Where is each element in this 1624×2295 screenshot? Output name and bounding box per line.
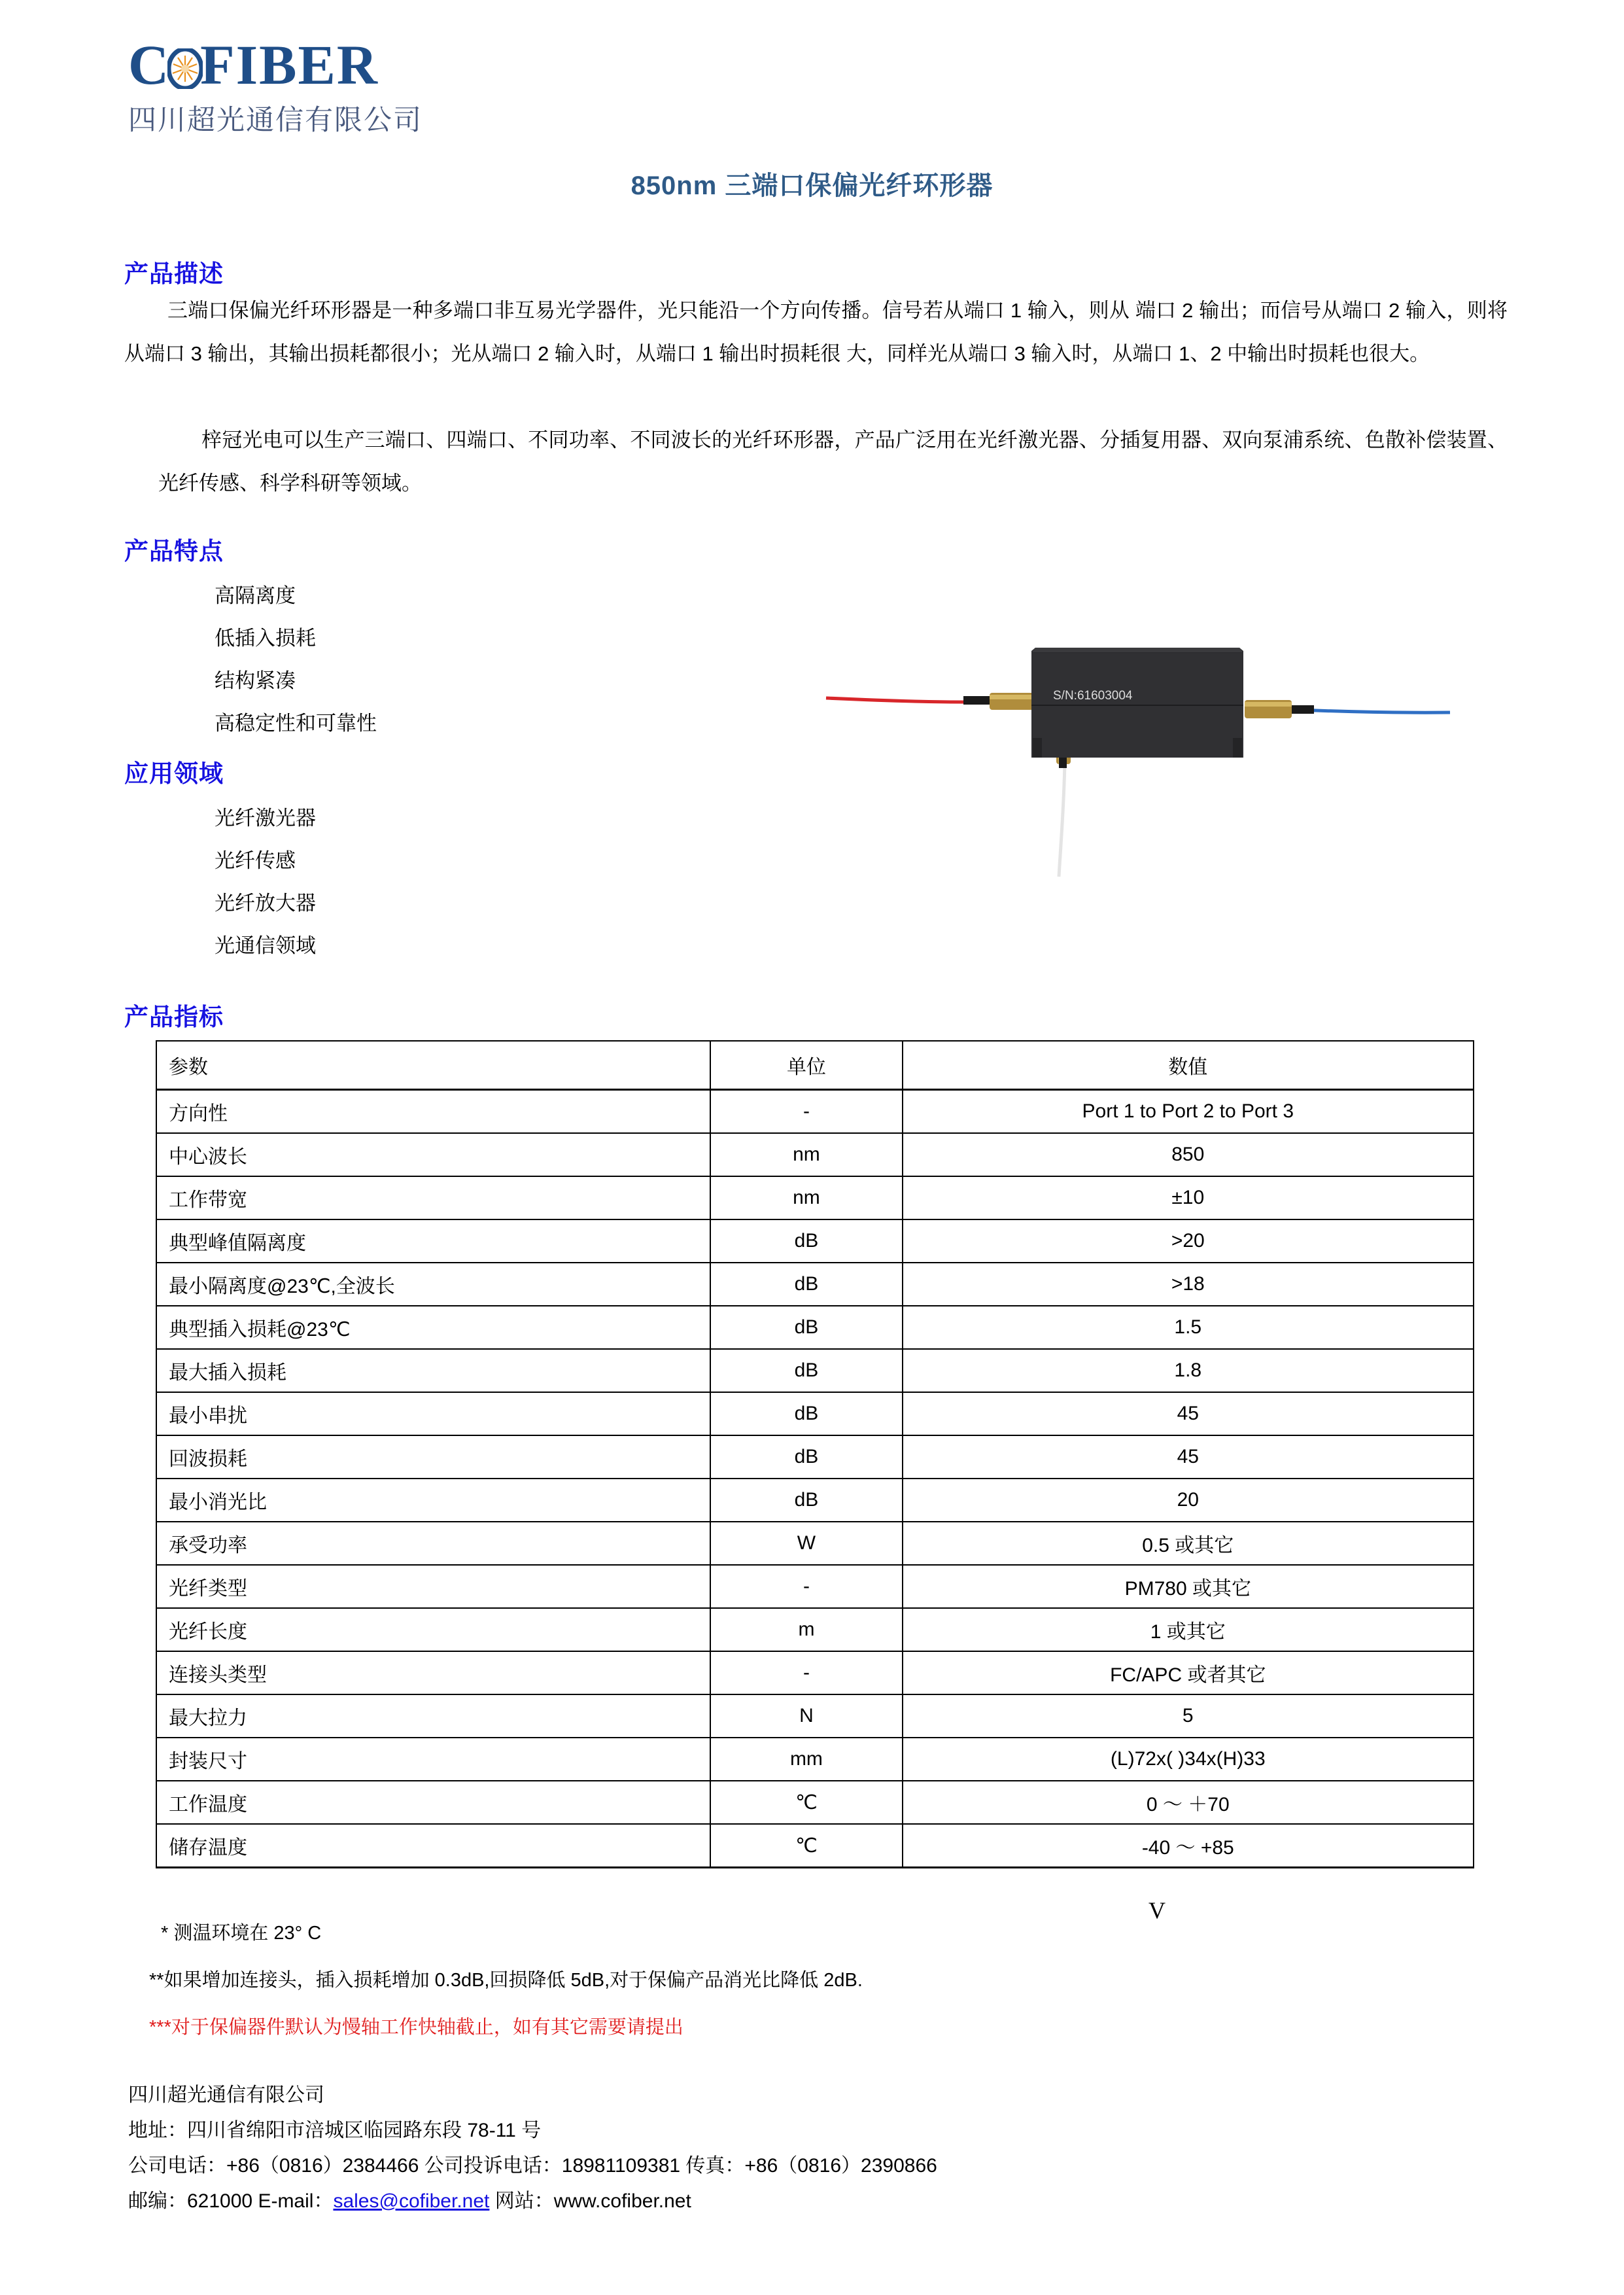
footer-contact-block: [128, 2080, 937, 2222]
product-photo: [821, 597, 1475, 878]
serial-number-label: S/N:61603004: [1053, 689, 1133, 703]
cell-value: >18: [903, 1263, 1474, 1306]
table-row: [156, 1349, 1474, 1392]
cell-value: FC/APC 或者其它: [903, 1651, 1474, 1694]
cell-parameter: 典型插入损耗@23℃: [156, 1306, 710, 1349]
cell-unit: dB: [710, 1479, 902, 1522]
table-row: [156, 1263, 1474, 1306]
cell-parameter: 最大插入损耗: [156, 1349, 710, 1392]
company-logo: [128, 33, 494, 148]
footer-address: 地址：四川省绵阳市涪城区临园路东段 78-11 号: [128, 2120, 542, 2141]
cell-unit: W: [710, 1522, 902, 1565]
cell-unit: mm: [710, 1738, 902, 1781]
table-row: [156, 1694, 1474, 1738]
table-row: [156, 1090, 1474, 1134]
cell-value: 45: [903, 1392, 1474, 1435]
cell-value: 850: [903, 1133, 1474, 1176]
table-row: [156, 1219, 1474, 1263]
logo-letters-fiber: FIBER: [200, 33, 379, 96]
description-paragraph-1: 三端口保偏光纤环形器是一种多端口非互易光学器件，光只能沿一个方向传播。信号若从端口 1 输入，则从 端口 2 输出；而信号从端口 2 输入，则将从端口 3 输出，其输出损耗都很小；光从端口 2 输入时，从端口 1 输出时损耗很 大，同样光从端口 3 输入时，从端口 1、2 中输出时损耗也很大。: [124, 299, 1508, 365]
footnote-pm-axis: ***对于保偏器件默认为慢轴工作快轴截止，如有其它需要请提出: [149, 2017, 683, 2038]
cell-value: 45: [903, 1435, 1474, 1479]
cell-value: >20: [903, 1219, 1474, 1263]
cell-parameter: 最小消光比: [156, 1479, 710, 1522]
table-row: [156, 1435, 1474, 1479]
section-heading-specifications: 产品指标: [124, 1004, 224, 1030]
footnote-connector-loss: **如果增加连接头，插入损耗增加 0.3dB,回损降低 5dB,对于保偏产品消光比降低 2dB.: [149, 1970, 863, 1991]
cell-unit: dB: [710, 1392, 902, 1435]
footer-company-name: 四川超光通信有限公司: [128, 2084, 324, 2106]
list-item: 结构紧凑: [215, 669, 296, 692]
table-row: [156, 1479, 1474, 1522]
email-link[interactable]: sales@cofiber.net: [333, 2190, 490, 2212]
table-row: [156, 1522, 1474, 1565]
cell-parameter: 典型峰值隔离度: [156, 1219, 710, 1263]
section-heading-features: 产品特点: [124, 538, 224, 565]
page-title: 850nm 三端口保偏光纤环形器: [631, 171, 993, 200]
list-item: 高稳定性和可靠性: [215, 712, 377, 735]
cell-parameter: 方向性: [156, 1090, 710, 1134]
cell-parameter: 连接头类型: [156, 1651, 710, 1694]
description-paragraph-2: 梓冠光电可以生产三端口、四端口、不同功率、不同波长的光纤环形器，产品广泛用在光纤激光器、分插复用器、双向泵浦系统、色散补偿装置、光纤传感、科学科研等领域。: [158, 429, 1508, 495]
table-row: [156, 1392, 1474, 1435]
footer-website: www.cofiber.net: [553, 2190, 691, 2212]
table-row: [156, 1781, 1474, 1824]
cell-unit: N: [710, 1694, 902, 1738]
table-row: [156, 1651, 1474, 1694]
cell-value: 0 ～ ＋70: [903, 1781, 1474, 1824]
cell-unit: ℃: [710, 1781, 902, 1824]
specifications-table: [156, 1040, 1474, 1868]
section-heading-description: 产品描述: [124, 260, 224, 287]
cell-value: 5: [903, 1694, 1474, 1738]
cell-unit: dB: [710, 1349, 902, 1392]
table-header-row: [156, 1041, 1474, 1090]
cell-parameter: 最小隔离度@23℃,全波长: [156, 1263, 710, 1306]
list-item: 低插入损耗: [215, 627, 316, 650]
cell-value: PM780 或其它: [903, 1565, 1474, 1608]
cell-parameter: 储存温度: [156, 1824, 710, 1868]
table-row: [156, 1824, 1474, 1868]
logo-company-name-cn: 四川超光通信有限公司: [128, 105, 423, 136]
footer-email-line: [128, 2186, 937, 2216]
table-body: [156, 1090, 1474, 1868]
cell-parameter: 工作带宽: [156, 1176, 710, 1219]
logo-wordmark: [128, 33, 379, 96]
cell-value: 1.8: [903, 1349, 1474, 1392]
cell-parameter: 最大拉力: [156, 1694, 710, 1738]
cell-unit: dB: [710, 1219, 902, 1263]
footnote-measurement-temp: * 测温环境在 23° C: [161, 1923, 322, 1944]
cell-parameter: 中心波长: [156, 1133, 710, 1176]
footer-website-prefix: 网站：: [489, 2190, 554, 2212]
cell-parameter: 最小串扰: [156, 1392, 710, 1435]
cell-parameter: 承受功率: [156, 1522, 710, 1565]
cell-value: 1 或其它: [903, 1608, 1474, 1651]
cell-unit: -: [710, 1090, 902, 1134]
cell-unit: nm: [710, 1176, 902, 1219]
table-row: [156, 1608, 1474, 1651]
table-row: [156, 1565, 1474, 1608]
footer-phones: 公司电话：+86（0816）2384466 公司投诉电话：18981109381 传真：+86（0816）2390866: [128, 2155, 937, 2177]
sunburst-icon: [167, 42, 203, 82]
cell-parameter: 光纤类型: [156, 1565, 710, 1608]
list-item: 高隔离度: [215, 584, 296, 607]
cell-parameter: 工作温度: [156, 1781, 710, 1824]
cell-unit: dB: [710, 1263, 902, 1306]
cell-parameter: 封装尺寸: [156, 1738, 710, 1781]
footer-postcode-prefix: 邮编：621000 E-mail：: [128, 2190, 334, 2212]
list-item: 光通信领域: [215, 934, 316, 957]
cell-value: -40 ～ +85: [903, 1824, 1474, 1868]
applications-list: [215, 797, 316, 967]
logo-letter-c: C: [128, 33, 171, 96]
cell-value: 1.5: [903, 1306, 1474, 1349]
cell-value: 20: [903, 1479, 1474, 1522]
column-header-value: 数值: [903, 1041, 1474, 1090]
cell-value: Port 1 to Port 2 to Port 3: [903, 1090, 1474, 1134]
table-row: [156, 1306, 1474, 1349]
cell-value: (L)72x( )34x(H)33: [903, 1738, 1474, 1781]
cell-unit: dB: [710, 1435, 902, 1479]
cell-parameter: 回波损耗: [156, 1435, 710, 1479]
cell-unit: -: [710, 1565, 902, 1608]
column-header-unit: 单位: [710, 1041, 902, 1090]
cell-unit: nm: [710, 1133, 902, 1176]
cell-unit: -: [710, 1651, 902, 1694]
cell-value: ±10: [903, 1176, 1474, 1219]
cell-parameter: 光纤长度: [156, 1608, 710, 1651]
cell-unit: ℃: [710, 1824, 902, 1868]
column-header-parameter: 参数: [156, 1041, 710, 1090]
section-heading-applications: 应用领域: [124, 760, 224, 787]
list-item: 光纤放大器: [215, 892, 316, 915]
cell-value: 0.5 或其它: [903, 1522, 1474, 1565]
stray-glyph: V: [1149, 1897, 1166, 1923]
cell-unit: dB: [710, 1306, 902, 1349]
table-row: [156, 1176, 1474, 1219]
features-list: [215, 574, 377, 745]
list-item: 光纤激光器: [215, 807, 316, 830]
list-item: 光纤传感: [215, 849, 296, 872]
table-row: [156, 1738, 1474, 1781]
cell-unit: m: [710, 1608, 902, 1651]
table-row: [156, 1133, 1474, 1176]
